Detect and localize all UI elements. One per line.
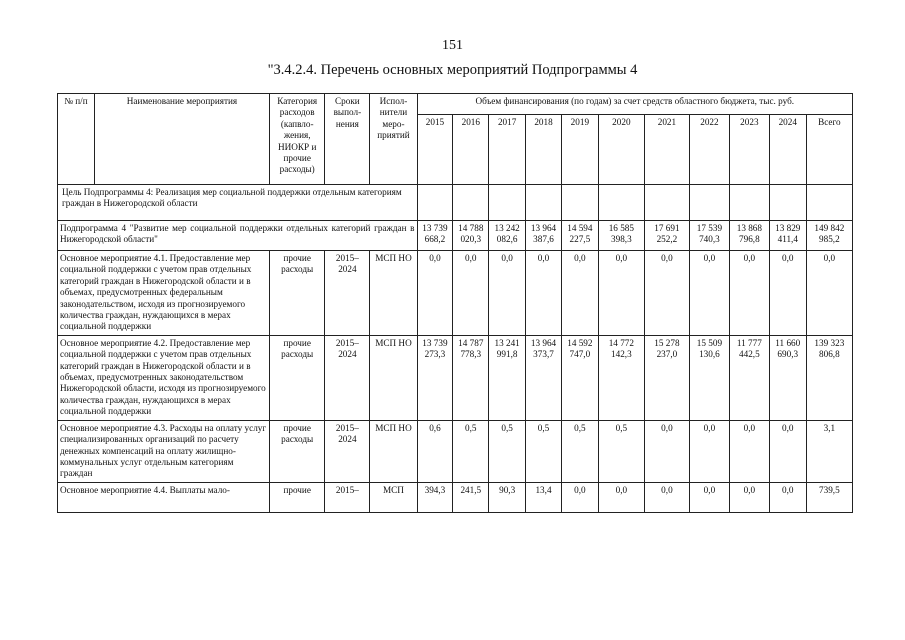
total-cell: 3,1 [806, 420, 852, 482]
measure-executor: МСП НО [370, 251, 417, 336]
value-cell: 13 868 796,8 [729, 221, 769, 251]
value-cell: 13 241 991,8 [489, 335, 526, 420]
measure-category: прочие [270, 482, 325, 512]
value-cell: 13,4 [526, 482, 562, 512]
measure-period: 2015–2024 [325, 251, 370, 336]
value-cell: 0,0 [689, 420, 729, 482]
value-cell: 0,0 [689, 482, 729, 512]
value-cell: 14 594 227,5 [561, 221, 598, 251]
total-cell: 739,5 [806, 482, 852, 512]
measure-name: Основное мероприятие 4.4. Выплаты мало- [58, 482, 270, 512]
value-cell: 0,0 [561, 251, 598, 336]
value-cell: 394,3 [417, 482, 453, 512]
value-cell: 90,3 [489, 482, 526, 512]
measure-row [58, 420, 853, 482]
measure-period: 2015–2024 [325, 420, 370, 482]
value-cell: 0,0 [644, 251, 689, 336]
value-cell: 17 691 252,2 [644, 221, 689, 251]
measure-category: прочие расходы [270, 251, 325, 336]
value-cell: 14 788 020,3 [453, 221, 489, 251]
value-cell: 0,0 [644, 482, 689, 512]
value-cell: 0,0 [598, 251, 644, 336]
value-cell: 0,0 [644, 420, 689, 482]
value-cell: 11 660 690,3 [769, 335, 806, 420]
total-cell: 149 842 985,2 [806, 221, 852, 251]
total-cell: 139 323 806,8 [806, 335, 852, 420]
value-cell: 13 242 082,6 [489, 221, 526, 251]
header-name: Наименование мероприятия [94, 94, 269, 185]
header-year: 2018 [526, 115, 562, 185]
value-cell: 14 772 142,3 [598, 335, 644, 420]
value-cell: 0,0 [453, 251, 489, 336]
measure-executor: МСП НО [370, 335, 417, 420]
header-row [58, 94, 853, 115]
value-cell: 0,5 [526, 420, 562, 482]
value-cell: 0,5 [453, 420, 489, 482]
value-cell: 241,5 [453, 482, 489, 512]
measure-row [58, 251, 853, 336]
value-cell: 0,0 [729, 482, 769, 512]
subprogram-row [58, 221, 853, 251]
measure-category: прочие расходы [270, 420, 325, 482]
value-cell: 0,5 [598, 420, 644, 482]
value-cell: 0,0 [417, 251, 453, 336]
measure-executor: МСП НО [370, 420, 417, 482]
header-year: 2024 [769, 115, 806, 185]
header-period: Сроки выпол-нения [325, 94, 370, 185]
value-cell: 11 777 442,5 [729, 335, 769, 420]
value-cell: 14 787 778,3 [453, 335, 489, 420]
subprogram-name: Подпрограмма 4 "Развитие мер социальной поддержки отдельных категорий граждан в Нижегородской области" [58, 221, 418, 251]
value-cell: 0,0 [489, 251, 526, 336]
value-cell: 16 585 398,3 [598, 221, 644, 251]
value-cell: 0,0 [769, 420, 806, 482]
page-number: 151 [442, 38, 463, 53]
header-funding: Объем финансирования (по годам) за счет средств областного бюджета, тыс. руб. [417, 94, 852, 115]
header-year: 2019 [561, 115, 598, 185]
header-year: 2017 [489, 115, 526, 185]
value-cell: 0,0 [526, 251, 562, 336]
value-cell: 0,0 [689, 251, 729, 336]
value-cell: 0,5 [489, 420, 526, 482]
measure-name: Основное мероприятие 4.2. Предоставление мер социальной поддержки с учетом прав отдельных категорий граждан в Нижегородской области и в объемах, предусмотренных законодательством Нижегородской области, исходя из прогнозируемого количества граждан, нуждающихся в мерах социальной поддержки [58, 335, 270, 420]
header-category: Категория расходов (капвло-жения, НИОКР и прочие расходы) [270, 94, 325, 185]
header-year: 2022 [689, 115, 729, 185]
measure-period: 2015–2024 [325, 335, 370, 420]
value-cell: 13 739 273,3 [417, 335, 453, 420]
value-cell: 13 829 411,4 [769, 221, 806, 251]
value-cell: 0,0 [769, 251, 806, 336]
value-cell: 13 739 668,2 [417, 221, 453, 251]
header-year: 2015 [417, 115, 453, 185]
measure-row [58, 482, 853, 512]
document-title: "3.4.2.4. Перечень основных мероприятий Подпрограммы 4 [267, 62, 638, 78]
header-num: № п/п [58, 94, 95, 185]
value-cell: 13 964 373,7 [526, 335, 562, 420]
measure-row [58, 335, 853, 420]
value-cell: 0,0 [561, 482, 598, 512]
value-cell: 0,0 [598, 482, 644, 512]
measure-name: Основное мероприятие 4.3. Расходы на оплату услуг специализированных организаций по расчету денежных компенсаций на оплату жилищно-коммунальных услуг отдельным категориям граждан [58, 420, 270, 482]
value-cell: 0,0 [769, 482, 806, 512]
goal-row [58, 185, 853, 221]
header-total: Всего [806, 115, 852, 185]
header-year: 2020 [598, 115, 644, 185]
measure-executor: МСП [370, 482, 417, 512]
total-cell: 0,0 [806, 251, 852, 336]
header-year: 2023 [729, 115, 769, 185]
value-cell: 0,0 [729, 251, 769, 336]
value-cell: 15 278 237,0 [644, 335, 689, 420]
header-year: 2016 [453, 115, 489, 185]
header-executors: Испол-нители меро-приятий [370, 94, 417, 185]
value-cell: 15 509 130,6 [689, 335, 729, 420]
value-cell: 14 592 747,0 [561, 335, 598, 420]
measure-period: 2015– [325, 482, 370, 512]
header-year: 2021 [644, 115, 689, 185]
value-cell: 13 964 387,6 [526, 221, 562, 251]
value-cell: 0,5 [561, 420, 598, 482]
measure-category: прочие расходы [270, 335, 325, 420]
measure-name: Основное мероприятие 4.1. Предоставление мер социальной поддержки с учетом прав отдельных категорий граждан в Нижегородской области и в объемах, предусмотренных федеральным законодательством, исходя из прогнозируемого количества граждан, нуждающихся в мерах социальной поддержки [58, 251, 270, 336]
value-cell: 0,6 [417, 420, 453, 482]
value-cell: 0,0 [729, 420, 769, 482]
value-cell: 17 539 740,3 [689, 221, 729, 251]
measures-table [57, 93, 853, 513]
goal-text: Цель Подпрограммы 4: Реализация мер социальной поддержки отдельным категориям граждан в Нижегородской области [58, 185, 418, 221]
